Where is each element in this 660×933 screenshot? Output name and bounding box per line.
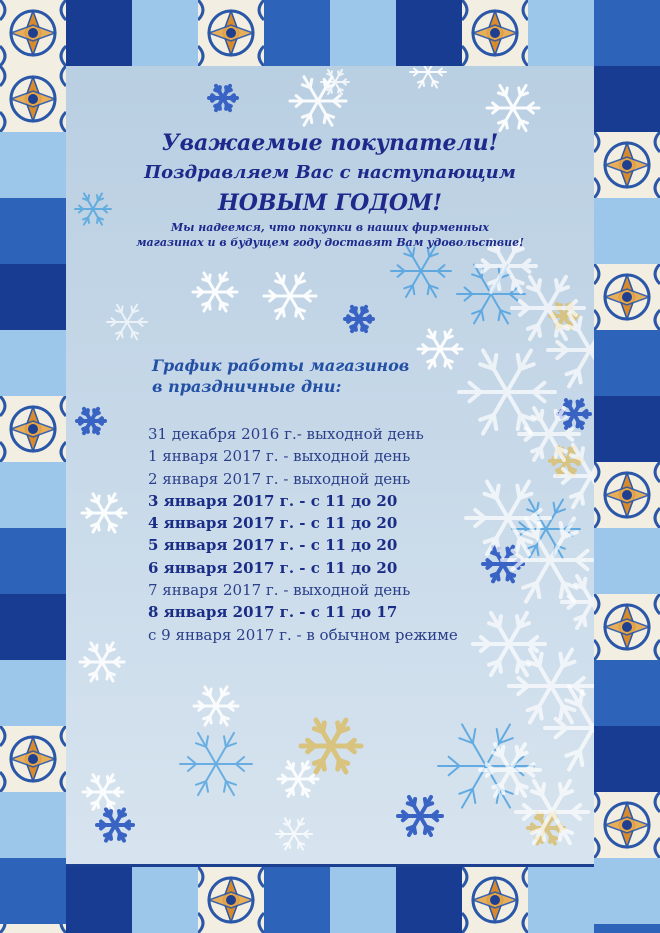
- snowflake-icon: [301, 720, 361, 772]
- snowflake-icon: [545, 686, 594, 769]
- ornamental-tile-icon: [198, 0, 264, 66]
- ornamental-tile-icon: [462, 0, 528, 66]
- schedule-item: с 9 января 2017 г. - в обычном режиме: [148, 625, 458, 644]
- schedule-item: 2 января 2017 г. - выходной день: [148, 469, 411, 488]
- border-tile: [0, 462, 66, 528]
- ornamental-tile-icon: [594, 594, 660, 660]
- snowflake-icon: [180, 733, 252, 795]
- schedule-item: 5 января 2017 г. - с 11 до 20: [148, 536, 398, 555]
- snowflake-icon: [107, 305, 147, 340]
- new-year-heading: НОВЫМ ГОДОМ!: [217, 190, 443, 216]
- snowflake-icon: [276, 818, 312, 849]
- schedule-item: 1 января 2017 г. - выходной день: [148, 447, 411, 466]
- snowflake-icon: [194, 687, 238, 725]
- snowflake-icon: [278, 762, 318, 797]
- schedule-list: [148, 423, 458, 646]
- border-tile: [264, 867, 330, 933]
- schedule-item: 3 января 2017 г. - с 11 до 20: [148, 491, 398, 510]
- snowflake-icon: [97, 809, 133, 840]
- snowflake-icon: [480, 744, 540, 796]
- ornamental-tile-icon: [594, 462, 660, 528]
- border-tile: [0, 660, 66, 726]
- snowflake-icon: [290, 77, 346, 125]
- snowflake-icon: [398, 797, 442, 835]
- border-tile: [0, 594, 66, 660]
- border-tile: [0, 858, 66, 924]
- ornamental-tile-icon: [594, 792, 660, 858]
- snowflake-icon: [516, 781, 588, 843]
- ornamental-tile-icon: [198, 867, 264, 933]
- schedule-title-line: График работы магазинов: [152, 356, 410, 375]
- border-tile: [594, 396, 660, 462]
- border-tile: [330, 867, 396, 933]
- border-tile: [0, 528, 66, 594]
- snowflake-icon: [83, 775, 123, 810]
- border-tile: [528, 0, 594, 66]
- snowflake-icon: [80, 643, 124, 681]
- snowflake-icon: [264, 273, 316, 318]
- border-tile: [594, 0, 660, 66]
- border-tile: [0, 198, 66, 264]
- border-tile: [594, 330, 660, 396]
- border-tile: [0, 330, 66, 396]
- border-tile: [264, 0, 330, 66]
- schedule-item: 4 января 2017 г. - с 11 до 20: [148, 514, 398, 533]
- schedule-item: 31 декабря 2016 г.- выходной день: [148, 425, 424, 443]
- border-tile: [594, 198, 660, 264]
- greeting-subtitle: Поздравляем Вас с наступающим: [144, 162, 516, 183]
- greeting-title: Уважаемые покупатели!: [161, 130, 499, 156]
- schedule-title-line: в праздничные дни:: [152, 377, 342, 396]
- ornamental-tile-icon: [594, 132, 660, 198]
- snowflake-icon: [418, 330, 462, 368]
- snowflake-icon: [82, 494, 126, 532]
- snowflake-icon: [487, 85, 539, 130]
- border-tile: [132, 0, 198, 66]
- border-tile: [396, 867, 462, 933]
- ornamental-tile-icon: [0, 0, 66, 66]
- border-tile: [132, 867, 198, 933]
- snowflake-icon: [457, 265, 525, 324]
- wish-line: магазинах и в будущем году доставят Вам удовольствие!: [136, 236, 524, 249]
- snowflake-icon: [193, 273, 237, 311]
- snowflake-icon: [391, 245, 451, 297]
- border-tile: [330, 0, 396, 66]
- ornamental-tile-icon: [462, 867, 528, 933]
- border-tile: [66, 867, 132, 933]
- ornamental-tile-icon: [594, 264, 660, 330]
- greeting-card: [66, 66, 594, 864]
- border-tile: [66, 0, 132, 66]
- border-tile: [594, 726, 660, 792]
- border-tile: [0, 792, 66, 858]
- border-tile: [396, 0, 462, 66]
- schedule-item: 6 января 2017 г. - с 11 до 20: [148, 558, 398, 577]
- snowflake-icon: [345, 307, 373, 331]
- wish-line: Мы надеемся, что покупки в наших фирменных: [171, 221, 489, 234]
- border-tile: [0, 132, 66, 198]
- schedule-title: [152, 355, 409, 397]
- wish-text: [86, 220, 574, 250]
- ornamental-tile-icon: [0, 66, 66, 132]
- border-tile: [594, 858, 660, 924]
- border-tile: [594, 660, 660, 726]
- ornamental-tile-icon: [0, 726, 66, 792]
- border-tile: [0, 264, 66, 330]
- schedule-item: 8 января 2017 г. - с 11 до 17: [148, 603, 398, 622]
- snowflake-icon: [77, 409, 105, 433]
- border-tile: [594, 528, 660, 594]
- border-tile: [528, 867, 594, 933]
- snowflake-icon: [410, 66, 446, 88]
- snowflake-icon: [209, 86, 237, 110]
- schedule-item: 7 января 2017 г. - выходной день: [148, 581, 411, 600]
- border-tile: [594, 66, 660, 132]
- ornamental-tile-icon: [0, 396, 66, 462]
